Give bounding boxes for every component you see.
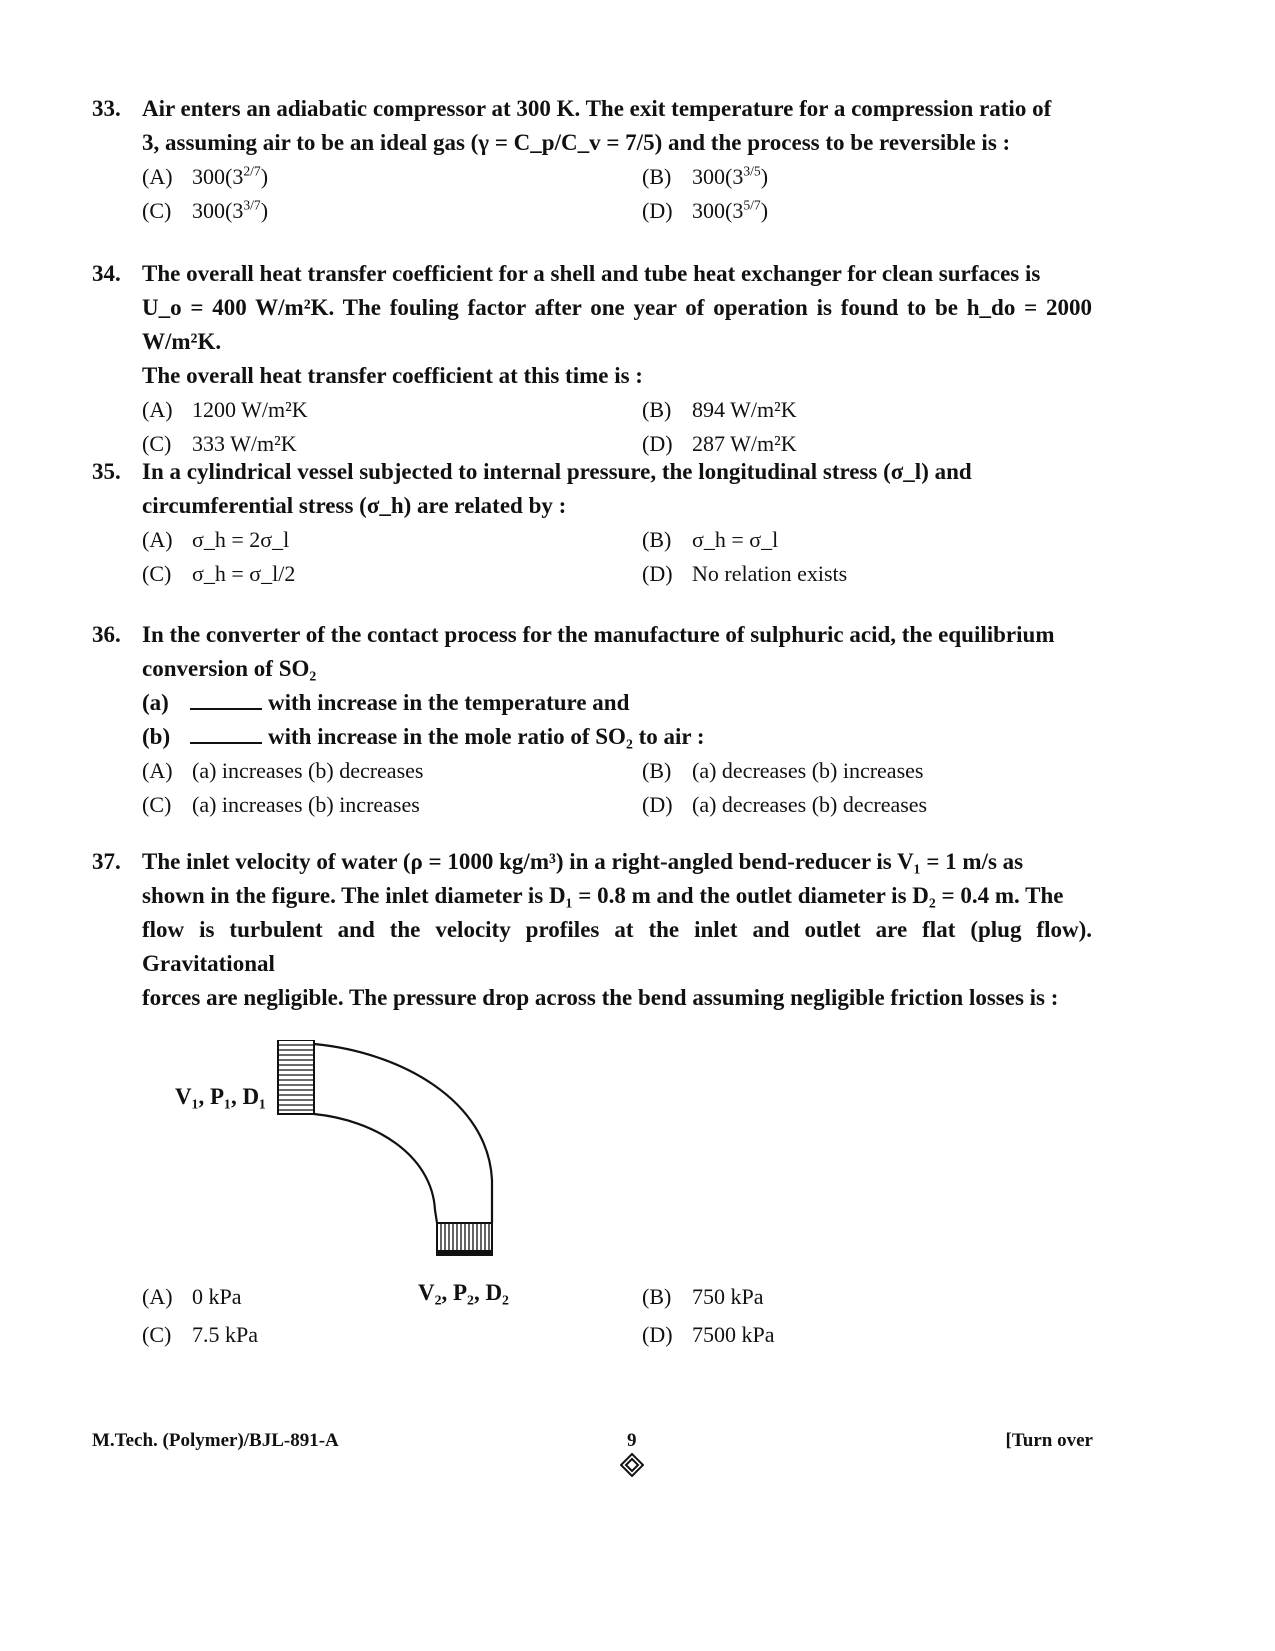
question-stem (142, 845, 1092, 1015)
inlet-label: V₁, P₁, D₁ (175, 1084, 266, 1109)
option-d[interactable]: (D) (a) decreases (b) decreases (642, 792, 928, 817)
blank-line (190, 722, 262, 744)
blank-line (190, 688, 262, 710)
stem-line: In the converter of the contact process for the manufacture of sulphuric acid, the equilibrium (142, 622, 1055, 647)
option-d[interactable]: (D) No relation exists (642, 561, 848, 586)
question-37 (92, 845, 1092, 1015)
question-number: 35. (92, 459, 121, 484)
option-a[interactable]: (A) $300(3^{2/7})$ (142, 163, 269, 189)
option-d[interactable]: (D) $300(3^{5/7})$ (642, 197, 769, 223)
option-b[interactable]: (B) σ_h = σ_l (642, 527, 779, 552)
outlet-label: V₂, P₂, D₂ (418, 1280, 509, 1305)
stem-line: 3, assuming air to be an ideal gas (γ = C_p/C_v = 7/5) and the process to be reversible is : (142, 130, 1011, 155)
sub-item-b: (b) with increase in the mole ratio of SO₂ to air : (142, 724, 705, 749)
question-37-options (92, 1280, 1092, 1352)
options (142, 393, 1092, 461)
stem-line: conversion of SO₂ (142, 656, 317, 681)
option-c[interactable]: (C) 7.5 kPa (142, 1322, 258, 1347)
option-d[interactable]: (D) 7500 kPa (642, 1322, 775, 1347)
option-a[interactable]: (A) 1200 W/m²K (142, 397, 308, 422)
option-b[interactable]: (B) 894 W/m²K (642, 397, 797, 422)
option-c[interactable]: (C) $300(3^{3/7})$ (142, 197, 269, 223)
diamond-icon (620, 1453, 644, 1477)
option-b[interactable]: (B) (a) decreases (b) increases (642, 758, 924, 783)
option-b[interactable]: (B) 750 kPa (642, 1284, 764, 1309)
option-c[interactable]: (C) σ_h = σ_l/2 (142, 561, 296, 586)
question-number: 36. (92, 622, 121, 647)
options (142, 1280, 1092, 1352)
stem-line: U_o = 400 W/m²K. The fouling factor after one year of operation is found to be h_do = 2000 W/m²K. (142, 295, 1092, 354)
stem-line: The overall heat transfer coefficient for a shell and tube heat exchanger for clean surfaces is (142, 261, 1041, 286)
question-34 (92, 257, 1092, 461)
stem-line: Air enters an adiabatic compressor at 300 K. The exit temperature for a compression ratio of (142, 96, 1052, 121)
stem-line: The overall heat transfer coefficient at this time is : (142, 363, 643, 388)
question-stem (142, 618, 1092, 754)
option-a[interactable]: (A) σ_h = 2σ_l (142, 527, 290, 552)
option-b[interactable]: (B) $300(3^{3/5})$ (642, 163, 769, 189)
question-36 (92, 618, 1092, 822)
option-a[interactable]: (A) 0 kPa (142, 1284, 242, 1309)
options (142, 754, 1092, 822)
question-stem (142, 455, 1092, 523)
option-d[interactable]: (D) 287 W/m²K (642, 431, 797, 456)
option-a[interactable]: (A) (a) increases (b) decreases (142, 758, 424, 783)
stem-line: circumferential stress (σ_h) are related by : (142, 493, 567, 518)
options (142, 523, 1092, 591)
question-33 (92, 92, 1092, 228)
option-c[interactable]: (C) (a) increases (b) increases (142, 792, 420, 817)
stem-line: In a cylindrical vessel subjected to internal pressure, the longitudinal stress (σ_l) and (142, 459, 972, 484)
question-number: 33. (92, 96, 121, 121)
turn-over-label: [Turn over (1005, 1430, 1093, 1451)
page-number: 9 (627, 1430, 637, 1451)
bend-reducer-figure (150, 1040, 570, 1320)
stem-line: shown in the figure. The inlet diameter is D₁ = 0.8 m and the outlet diameter is D₂ = 0.4 m. The (142, 883, 1064, 908)
stem-line: forces are negligible. The pressure drop across the bend assuming negligible friction losses is : (142, 985, 1059, 1010)
question-stem (142, 92, 1092, 160)
stem-line: The inlet velocity of water (ρ = 1000 kg/m³) in a right-angled bend-reducer is V₁ = 1 m/s as (142, 849, 1024, 874)
sub-item-a: (a) with increase in the temperature and (142, 690, 630, 715)
option-c[interactable]: (C) 333 W/m²K (142, 431, 297, 456)
question-stem (142, 257, 1092, 393)
options (142, 160, 1092, 228)
stem-line: flow is turbulent and the velocity profiles at the inlet and outlet are flat (plug flow). Gravitational (142, 917, 1092, 976)
question-number: 37. (92, 849, 121, 874)
question-number: 34. (92, 261, 121, 286)
bend-diagram (150, 1040, 570, 1320)
question-35 (92, 455, 1092, 591)
footer-code: M.Tech. (Polymer)/BJL-891-A (92, 1430, 339, 1451)
